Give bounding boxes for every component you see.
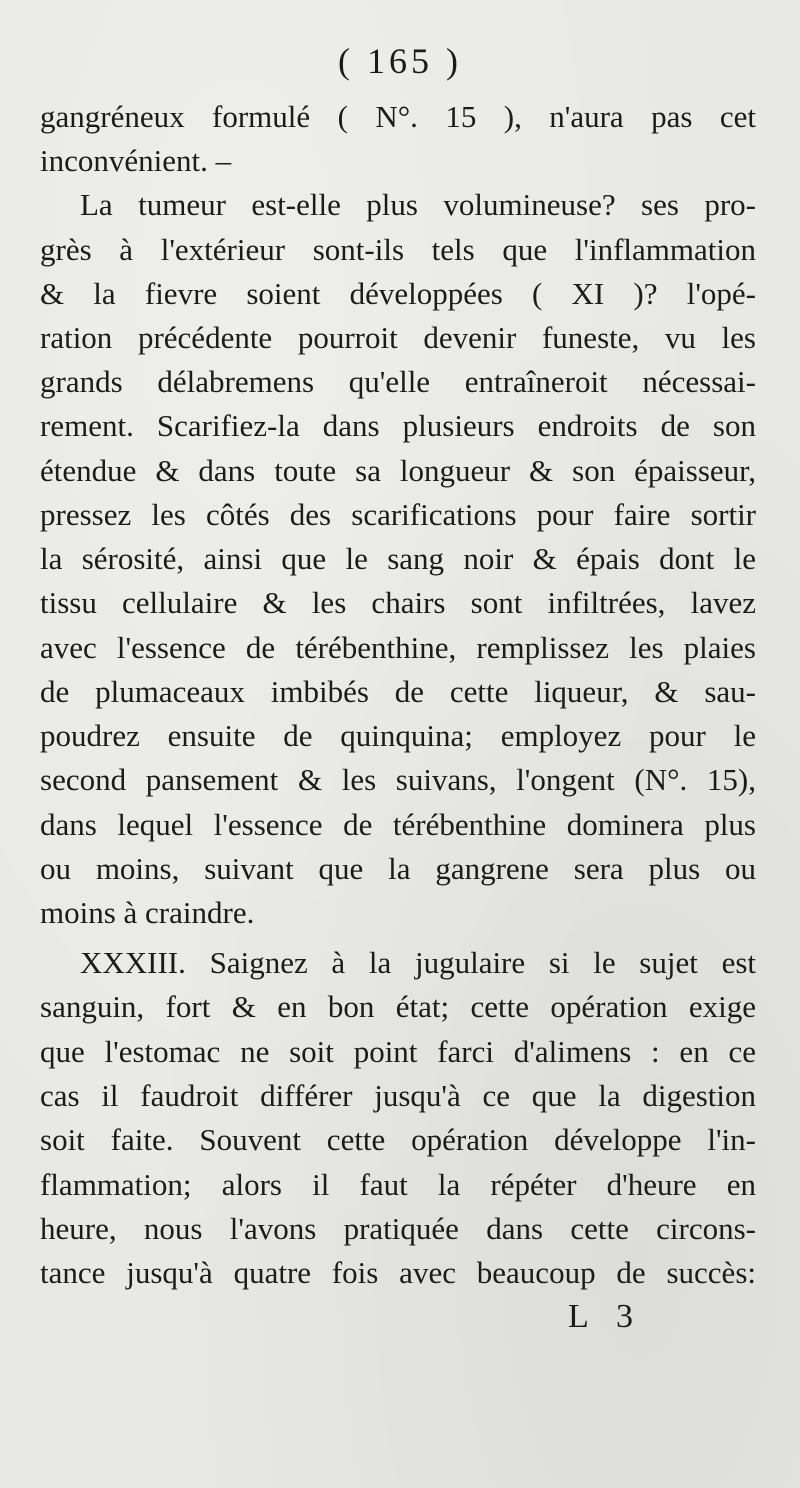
text-line: moins à craindre. bbox=[40, 895, 255, 930]
paragraph-start-line: La tumeur est-elle plus volumineuse? ses pro- bbox=[80, 187, 756, 222]
text-line: la sérosité, ainsi que le sang noir & épais dont le bbox=[40, 541, 756, 576]
text-line: poudrez ensuite de quinquina; employez pour le bbox=[40, 718, 756, 753]
text-line: pressez les côtés des scarifications pour faire sortir bbox=[40, 497, 756, 532]
text-line: inconvénient. – bbox=[40, 143, 232, 178]
text-line: rement. Scarifiez-la dans plusieurs endroits de son bbox=[40, 408, 756, 443]
text-line: cas il faudroit différer jusqu'à ce que la digestion bbox=[40, 1078, 756, 1113]
text-line: avec l'essence de térébenthine, remplissez les plaies bbox=[40, 630, 756, 665]
text-line: de plumaceaux imbibés de cette liqueur, & sau- bbox=[40, 674, 756, 709]
text-line: tissu cellulaire & les chairs sont infiltrées, lavez bbox=[40, 585, 756, 620]
signature-mark: L 3 bbox=[568, 1298, 644, 1335]
text-line: gangréneux formulé ( N°. 15 ), n'aura pas cet bbox=[40, 99, 756, 134]
paragraph-start-line: XXXIII. Saignez à la jugulaire si le sujet est bbox=[80, 945, 756, 980]
text-line: & la fievre soient développées ( XI )? l'opé- bbox=[40, 276, 756, 311]
page-number: ( 165 ) bbox=[338, 41, 462, 81]
text-line: heure, nous l'avons pratiquée dans cette circons- bbox=[40, 1211, 756, 1246]
text-line: étendue & dans toute sa longueur & son épaisseur, bbox=[40, 453, 756, 488]
text-line: flammation; alors il faut la répéter d'heure en bbox=[40, 1167, 756, 1202]
text-line: dans lequel l'essence de térébenthine dominera plus bbox=[40, 807, 756, 842]
text-line: grès à l'extérieur sont-ils tels que l'inflammation bbox=[40, 232, 756, 267]
text-line: grands délabremens qu'elle entraîneroit nécessai- bbox=[40, 364, 756, 399]
text-line: tance jusqu'à quatre fois avec beaucoup de succès: bbox=[40, 1255, 756, 1290]
text-line: que l'estomac ne soit point farci d'alimens : en ce bbox=[40, 1034, 756, 1069]
text-line: ration précédente pourroit devenir funeste, vu les bbox=[40, 320, 756, 355]
text-line: second pansement & les suivans, l'ongent (N°. 15), bbox=[40, 762, 756, 797]
text-line: ou moins, suivant que la gangrene sera plus ou bbox=[40, 851, 756, 886]
text-line: soit faite. Souvent cette opération développe l'in- bbox=[40, 1122, 756, 1157]
text-line: sanguin, fort & en bon état; cette opération exige bbox=[40, 989, 756, 1024]
